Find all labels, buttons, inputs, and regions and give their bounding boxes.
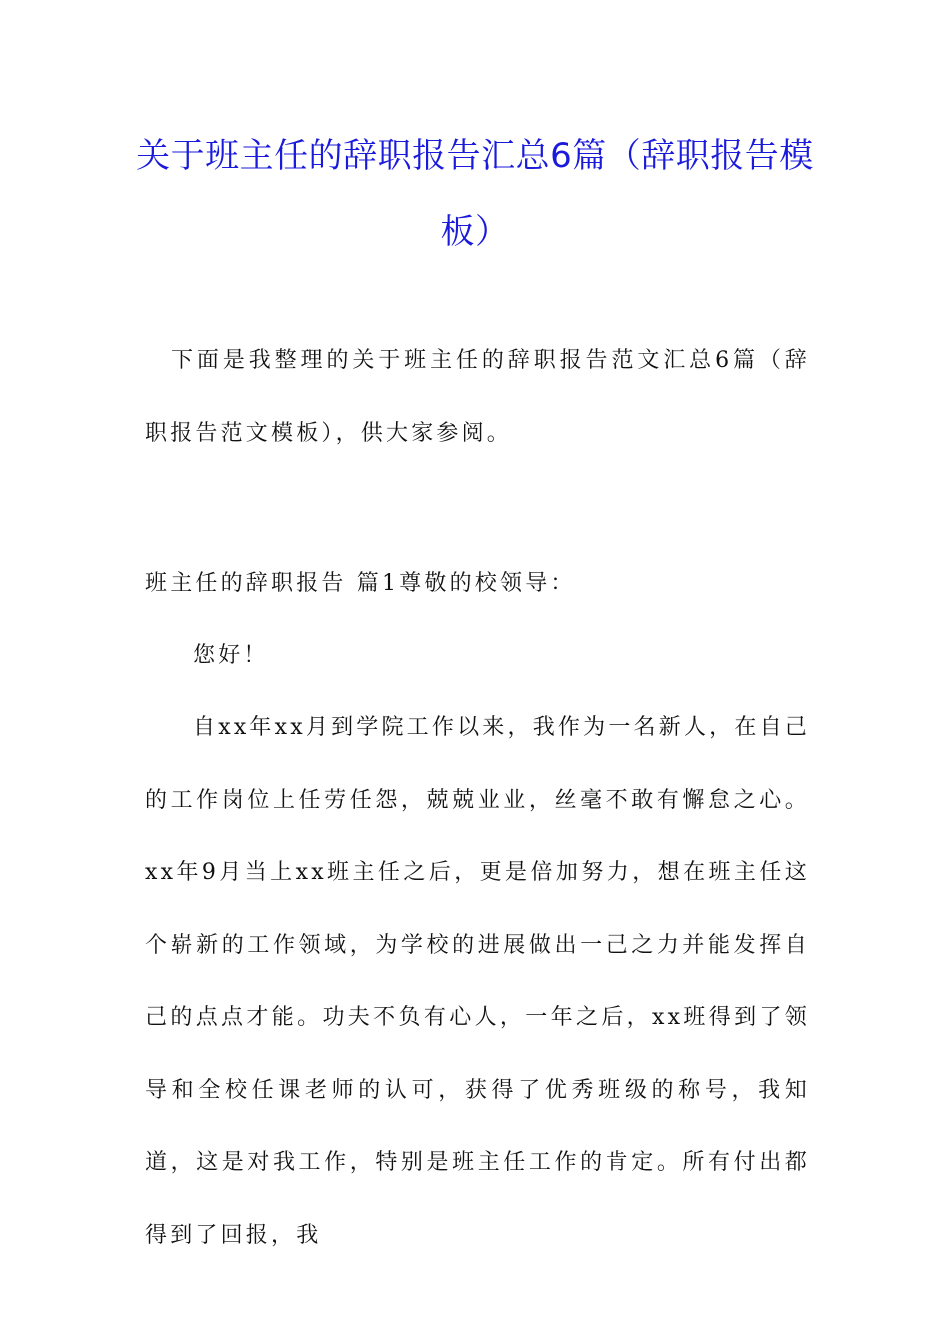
section-heading: 班主任的辞职报告 篇1尊敬的校领导： — [145, 571, 576, 596]
intro-paragraph: 下面是我整理的关于班主任的辞职报告范文汇总6篇（辞职报告范文模板），供大家参阅。 — [145, 348, 810, 446]
greeting-line: 您好！ — [193, 643, 269, 668]
document-title: 关于班主任的辞职报告汇总6篇（辞职报告模板） — [136, 136, 814, 252]
body-paragraph: 自xx年xx月到学院工作以来，我作为一名新人，在自己的工作岗位上任劳任怨，兢兢业业，丝毫不敢有懈怠之心。xx年9月当上xx班主任之后，更是倍加努力，想在班主任这个崭新的工作领域，为学校的进展做出一己之力并能发挥自己的点点才能。功夫不负有心人，一年之后，xx班得到了领导和全校任课老师的认可，获得了优秀班级的称号，我知道，这是对我工作，特别是班主任工作的肯定。所有付出都得到了回报，我 — [145, 715, 810, 1248]
